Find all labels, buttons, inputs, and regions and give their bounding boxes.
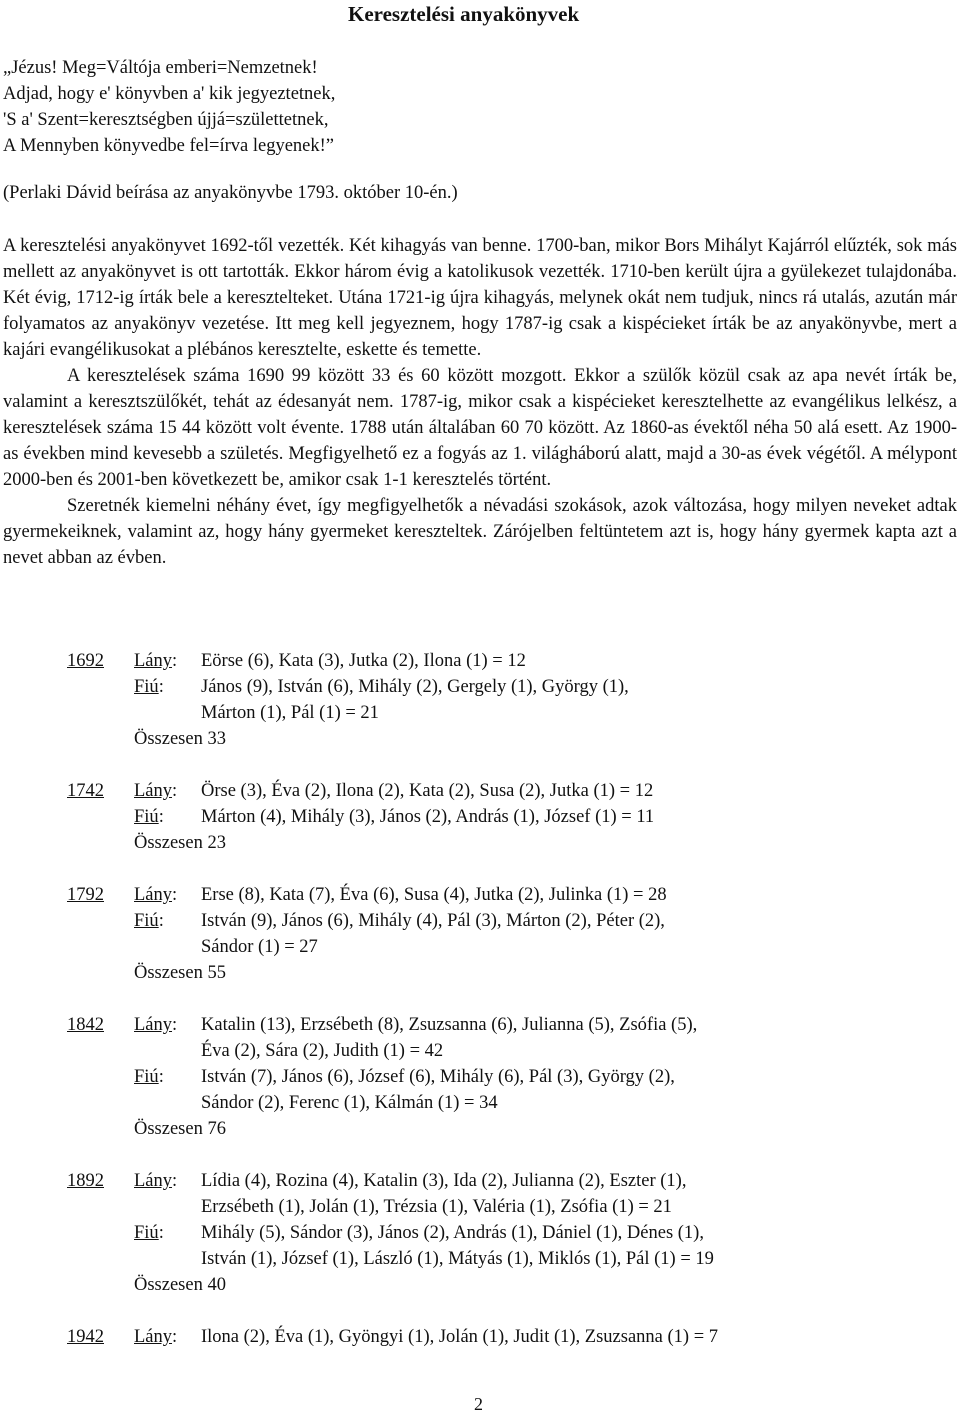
girl-label-text: Lány — [134, 1015, 173, 1035]
label-colon: : — [172, 1171, 178, 1191]
boy-names: István (9), János (6), Mihály (4), Pál (3), Márton (2), Péter (2), — [201, 911, 665, 931]
record-row — [0, 1116, 960, 1142]
record-row — [0, 934, 960, 960]
boy-label — [134, 1220, 164, 1246]
record-row — [0, 1168, 960, 1194]
boy-label-text: Fiú — [134, 911, 159, 931]
girl-label — [134, 778, 177, 804]
record-row — [0, 700, 960, 726]
record-row — [0, 648, 960, 674]
label-colon: : — [158, 1223, 164, 1243]
record-year: 1742 — [67, 781, 104, 801]
label-colon: : — [158, 677, 164, 697]
intro-paragraph: A keresztelések száma 1690 99 között 33 és 60 között mozgott. Ekkor a szülők közül csak az apa nevét írták be, valamint a keresztszülőkét, tehát az édesanyát nem. 1787-ig, mikor csak a kispécieket keresztelhette az evangélikus lelkész, a keresztelések száma 15 44 között volt évente. 1788 után általában 60 70 között. Az 1860-as évektől néha 50 alá esett. Az 1900-as években mind kevesebb a születés. Megfigyelhető ez a fogyás az 1. világháború alatt, majd a 30-as évek végétől. A mélypont 2000-ben és 2001-ben következett be, amikor csak 1-1 keresztelés történt. — [3, 366, 957, 490]
record-row — [0, 674, 960, 700]
record-row — [0, 830, 960, 856]
poem-line: Adjad, hogy e' könyvben a' kik jegyeztetnek, — [3, 84, 336, 104]
record-year: 1892 — [67, 1171, 104, 1191]
poem-line: A Mennyben könyvedbe fel=írva legyenek!” — [3, 136, 334, 156]
record-total: Összesen 33 — [134, 729, 226, 749]
record-row — [0, 1194, 960, 1220]
record-row — [0, 1012, 960, 1038]
girl-label — [134, 882, 177, 908]
boy-label-text: Fiú — [134, 1223, 159, 1243]
girl-names: Ilona (2), Éva (1), Gyöngyi (1), Jolán (1), Judit (1), Zsuzsanna (1) = 7 — [201, 1327, 718, 1347]
page-number: 2 — [474, 1394, 483, 1414]
record-row — [0, 778, 960, 804]
record-row — [0, 1220, 960, 1246]
record-1792 — [0, 882, 960, 986]
record-year: 1792 — [67, 885, 104, 905]
boy-names: János (9), István (6), Mihály (2), Gergely (1), György (1), — [201, 677, 629, 697]
label-colon: : — [172, 1327, 178, 1347]
record-row — [0, 1324, 960, 1350]
girl-names: Eörse (6), Kata (3), Jutka (2), Ilona (1) = 12 — [201, 651, 526, 671]
intro-paragraph: Szeretnék kiemelni néhány évet, így megfigyelhetők a névadási szokások, azok változása, hogy milyen neveket adtak gyermekeiknek, valamint az, hogy hány gyermeket kereszteltek. Zárójelben feltüntetem azt is, hogy hány gyermek kapta azt a nevet abban az évben. — [3, 496, 957, 568]
label-colon: : — [172, 651, 178, 671]
record-row — [0, 1090, 960, 1116]
record-1942 — [0, 1324, 960, 1350]
baptism-records — [0, 648, 960, 1376]
boy-names: Sándor (2), Ferenc (1), Kálmán (1) = 34 — [201, 1093, 498, 1113]
record-row — [0, 1246, 960, 1272]
girl-label-text: Lány — [134, 1327, 173, 1347]
record-total: Összesen 23 — [134, 833, 226, 853]
girl-names: Éva (2), Sára (2), Judith (1) = 42 — [201, 1041, 444, 1061]
record-row — [0, 726, 960, 752]
label-colon: : — [158, 911, 164, 931]
boy-label-text: Fiú — [134, 677, 159, 697]
boy-names: Sándor (1) = 27 — [201, 937, 318, 957]
record-row — [0, 908, 960, 934]
girl-names: Katalin (13), Erzsébeth (8), Zsuzsanna (6), Julianna (5), Zsófia (5), — [201, 1015, 698, 1035]
girl-label — [134, 1324, 177, 1350]
record-year: 1942 — [67, 1327, 104, 1347]
record-1892 — [0, 1168, 960, 1298]
record-row — [0, 1064, 960, 1090]
label-colon: : — [172, 1015, 178, 1035]
boy-label — [134, 908, 164, 934]
boy-label-text: Fiú — [134, 807, 159, 827]
record-total: Összesen 40 — [134, 1275, 226, 1295]
intro-paragraph: A keresztelési anyakönyvet 1692-től vezették. Két kihagyás van benne. 1700-ban, mikor Bors Mihályt Kajárról elűzték, sok más mellett az anyakönyvet is ott tartották. Ekkor három évig a katolikusok vezették. 1710-ben került újra a gyülekezet tulajdonába. Két évig, 1712-ig írták bele a keresztelteket. Utána 1721-ig újra kihagyás, melynek okát nem tudjuk, nincs rá utalás, azután már folyamatos az anyakönyv vezetése. Itt meg kell jegyeznem, hogy 1787-ig csak a kispécieket írták be az anyakönyvbe, mert a kajári evangélikusokat a plébános keresztelte, eskette és temette. — [3, 236, 957, 360]
girl-label-text: Lány — [134, 651, 173, 671]
record-total: Összesen 55 — [134, 963, 226, 983]
label-colon: : — [172, 781, 178, 801]
record-total: Összesen 76 — [134, 1119, 226, 1139]
boy-label — [134, 674, 164, 700]
label-colon: : — [172, 885, 178, 905]
girl-label — [134, 1012, 177, 1038]
girl-names: Örse (3), Éva (2), Ilona (2), Kata (2), Susa (2), Jutka (1) = 12 — [201, 781, 654, 801]
boy-label — [134, 1064, 164, 1090]
intro-text — [3, 233, 957, 571]
boy-names: Mihály (5), Sándor (3), János (2), András (1), Dániel (1), Dénes (1), — [201, 1223, 704, 1243]
girl-names: Erzsébeth (1), Jolán (1), Trézsia (1), Valéria (1), Zsófia (1) = 21 — [201, 1197, 672, 1217]
record-1692 — [0, 648, 960, 752]
poem-attribution: (Perlaki Dávid beírása az anyakönyvbe 1793. október 10-én.) — [3, 183, 458, 203]
girl-label-text: Lány — [134, 885, 173, 905]
boy-label — [134, 804, 164, 830]
boy-names: Márton (4), Mihály (3), János (2), András (1), József (1) = 11 — [201, 807, 655, 827]
page-title: Keresztelési anyakönyvek — [348, 2, 580, 26]
poem-line: 'S a' Szent=keresztségben újjá=születtetnek, — [3, 110, 329, 130]
boy-names: Márton (1), Pál (1) = 21 — [201, 703, 379, 723]
record-row — [0, 804, 960, 830]
record-row — [0, 882, 960, 908]
poem — [3, 55, 335, 159]
boy-names: István (7), János (6), József (6), Mihály (6), Pál (3), György (2), — [201, 1067, 675, 1087]
poem-line: „Jézus! Meg=Váltója emberi=Nemzetnek! — [3, 58, 318, 78]
record-year: 1842 — [67, 1015, 104, 1035]
girl-names: Lídia (4), Rozina (4), Katalin (3), Ida (2), Julianna (2), Eszter (1), — [201, 1171, 687, 1191]
record-row — [0, 1272, 960, 1298]
girl-label — [134, 1168, 177, 1194]
label-colon: : — [158, 807, 164, 827]
boy-names: István (1), József (1), László (1), Mátyás (1), Miklós (1), Pál (1) = 19 — [201, 1249, 714, 1269]
record-row — [0, 960, 960, 986]
boy-label-text: Fiú — [134, 1067, 159, 1087]
record-1842 — [0, 1012, 960, 1142]
record-1742 — [0, 778, 960, 856]
girl-label-text: Lány — [134, 781, 173, 801]
girl-label-text: Lány — [134, 1171, 173, 1191]
record-year: 1692 — [67, 651, 104, 671]
record-row — [0, 1038, 960, 1064]
girl-label — [134, 648, 177, 674]
girl-names: Erse (8), Kata (7), Éva (6), Susa (4), Jutka (2), Julinka (1) = 28 — [201, 885, 667, 905]
label-colon: : — [158, 1067, 164, 1087]
